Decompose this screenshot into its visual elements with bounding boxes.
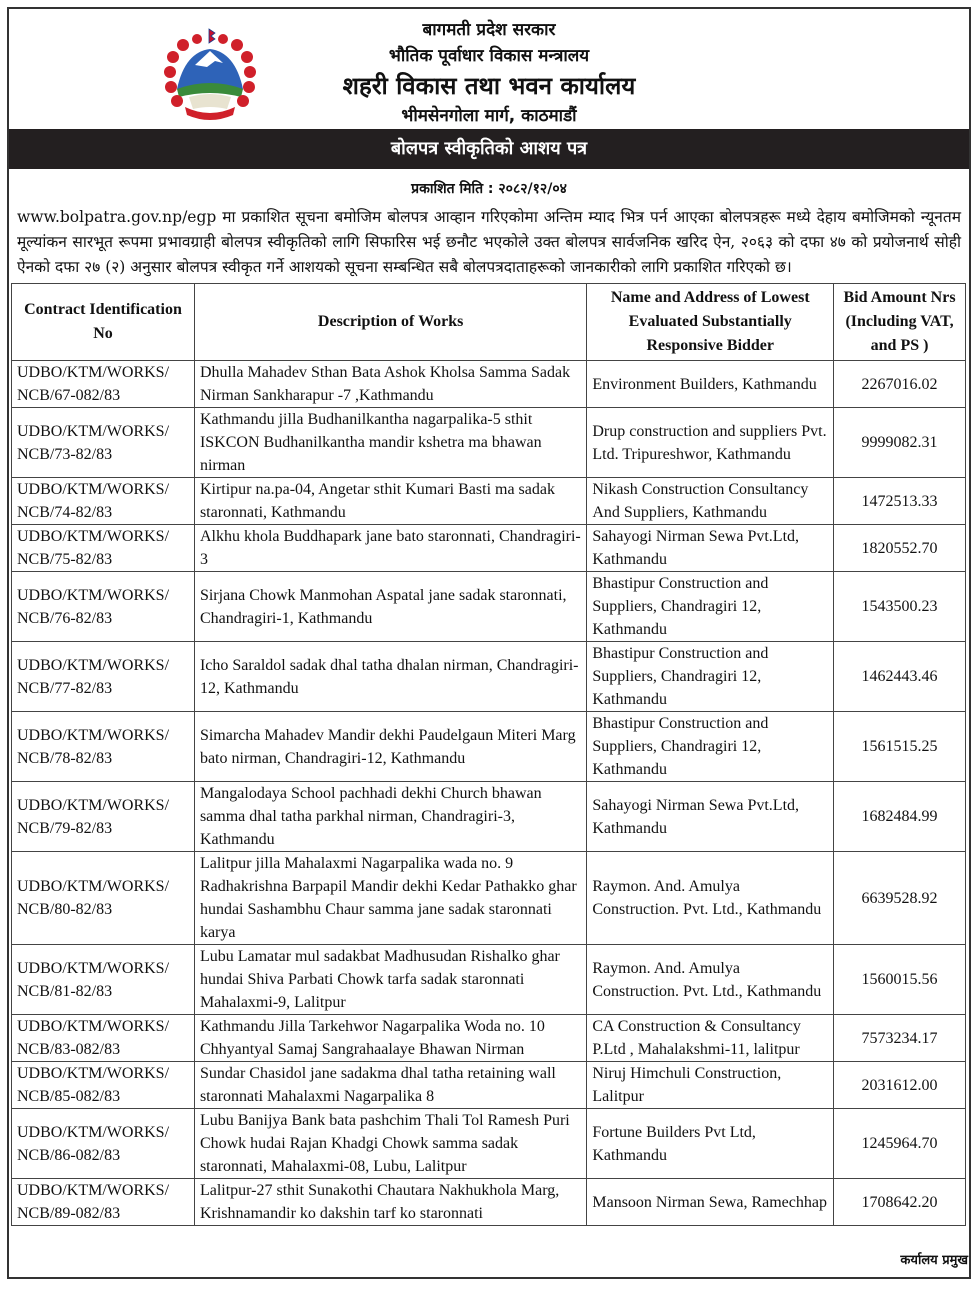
bid-amount-cell: 7573234.17 <box>834 1015 966 1062</box>
bid-amount-cell: 6639528.92 <box>834 852 966 945</box>
office-address: भीमसेनगोला मार्ग, काठमाडौं <box>401 106 577 126</box>
description-cell: Kathmandu Jilla Tarkehwor Nagarpalika Woda no. 10 Chhyantyal Samaj Sangrahaalaye Bhawan Nirman <box>194 1015 586 1062</box>
col-header-bidder: Name and Address of Lowest Evaluated Substantially Responsive Bidder <box>587 284 834 361</box>
bidder-cell: Niruj Himchuli Construction, Lalitpur <box>587 1062 834 1109</box>
bid-amount-cell: 1245964.70 <box>834 1109 966 1179</box>
bidder-cell: Bhastipur Construction and Suppliers, Chandragiri 12, Kathmandu <box>587 572 834 642</box>
bidder-cell: Drup construction and suppliers Pvt. Ltd. Tripureshwor, Kathmandu <box>587 408 834 478</box>
bidder-cell: Raymon. And. Amulya Construction. Pvt. Ltd., Kathmandu <box>587 945 834 1015</box>
notice-title-banner: बोलपत्र स्वीकृतिको आशय पत्र <box>9 129 969 169</box>
bidder-cell: Sahayogi Nirman Sewa Pvt.Ltd, Kathmandu <box>587 782 834 852</box>
bid-amount-cell: 1560015.56 <box>834 945 966 1015</box>
table-row <box>12 712 966 782</box>
table-row <box>12 572 966 642</box>
description-cell: Simarcha Mahadev Mandir dekhi Paudelgaun Miteri Marg bato nirman, Chandragiri-12, Kathmandu <box>194 712 586 782</box>
office-chief-signature: कर्यालय प्रमुख <box>900 1253 968 1268</box>
table-row <box>12 478 966 525</box>
table-row <box>12 1179 966 1226</box>
bid-amount-cell: 2031612.00 <box>834 1062 966 1109</box>
table-row <box>12 642 966 712</box>
contract-id-cell: UDBO/KTM/WORKS/ NCB/89-082/83 <box>12 1179 195 1226</box>
published-date <box>9 179 969 198</box>
bid-amount-cell: 1561515.25 <box>834 712 966 782</box>
province-government: बागमती प्रदेश सरकार <box>422 20 556 40</box>
description-cell: Kirtipur na.pa-04, Angetar sthit Kumari Basti ma sadak staronnati, Kathmandu <box>194 478 586 525</box>
bidder-cell: Nikash Construction Consultancy And Suppliers, Kathmandu <box>587 478 834 525</box>
table-row <box>12 945 966 1015</box>
contract-id-cell: UDBO/KTM/WORKS/ NCB/73-82/83 <box>12 408 195 478</box>
contract-id-cell: UDBO/KTM/WORKS/ NCB/67-082/83 <box>12 361 195 408</box>
bid-amount-cell: 2267016.02 <box>834 361 966 408</box>
bid-amount-cell: 1708642.20 <box>834 1179 966 1226</box>
bidder-cell: Sahayogi Nirman Sewa Pvt.Ltd, Kathmandu <box>587 525 834 572</box>
description-cell: Kathmandu jilla Budhanilkantha nagarpalika-5 sthit ISKCON Budhanilkantha mandir kshetra ma bhawan nirman <box>194 408 586 478</box>
contract-id-cell: UDBO/KTM/WORKS/ NCB/78-82/83 <box>12 712 195 782</box>
description-cell: Alkhu khola Buddhapark jane bato staronnati, Chandragiri-3 <box>194 525 586 572</box>
table-row <box>12 1062 966 1109</box>
contract-id-cell: UDBO/KTM/WORKS/ NCB/76-82/83 <box>12 572 195 642</box>
bid-amount-cell: 9999082.31 <box>834 408 966 478</box>
bid-amount-cell: 1682484.99 <box>834 782 966 852</box>
col-header-description: Description of Works <box>194 284 586 361</box>
contract-id-cell: UDBO/KTM/WORKS/ NCB/80-82/83 <box>12 852 195 945</box>
contract-id-cell: UDBO/KTM/WORKS/ NCB/74-82/83 <box>12 478 195 525</box>
description-cell: Lalitpur jilla Mahalaxmi Nagarpalika wada no. 9 Radhakrishna Barpapil Mandir dekhi Kedar Pathakko ghar hundai Sashambhu Chaur samma jane sadak staronnati karya <box>194 852 586 945</box>
description-cell: Mangalodaya School pachhadi dekhi Church bhawan samma dhal tatha parkhal nirman, Chandragiri-3, Kathmandu <box>194 782 586 852</box>
description-cell: Lalitpur-27 sthit Sunakothi Chautara Nakhukhola Marg, Krishnamandir ko dakshin tarf ko staronnati <box>194 1179 586 1226</box>
table-row <box>12 852 966 945</box>
bid-amount-cell: 1462443.46 <box>834 642 966 712</box>
description-cell: Sundar Chasidol jane sadakma dhal tatha retaining wall staronnati Mahalaxmi Nagarpalika 8 <box>194 1062 586 1109</box>
contract-id-cell: UDBO/KTM/WORKS/ NCB/85-082/83 <box>12 1062 195 1109</box>
bidder-cell: Bhastipur Construction and Suppliers, Chandragiri 12, Kathmandu <box>587 712 834 782</box>
contract-id-cell: UDBO/KTM/WORKS/ NCB/81-82/83 <box>12 945 195 1015</box>
table-header-row <box>12 284 966 361</box>
description-cell: Lubu Lamatar mul sadakbat Madhusudan Rishalko ghar hundai Shiva Parbati Chowk tarfa sadak staronnati Mahalaxmi-9, Lalitpur <box>194 945 586 1015</box>
ministry-name: भौतिक पूर्वाधार विकास मन्त्रालय <box>388 46 590 66</box>
bidder-cell: CA Construction & Consultancy P.Ltd , Mahalakshmi-11, lalitpur <box>587 1015 834 1062</box>
contract-id-cell: UDBO/KTM/WORKS/ NCB/83-082/83 <box>12 1015 195 1062</box>
office-name: शहरी विकास तथा भवन कार्यालय <box>342 72 636 100</box>
contract-id-cell: UDBO/KTM/WORKS/ NCB/86-082/83 <box>12 1109 195 1179</box>
contract-id-cell: UDBO/KTM/WORKS/ NCB/79-82/83 <box>12 782 195 852</box>
bidder-cell: Fortune Builders Pvt Ltd, Kathmandu <box>587 1109 834 1179</box>
bid-amount-cell: 1543500.23 <box>834 572 966 642</box>
description-cell: Icho Saraldol sadak dhal tatha dhalan nirman, Chandragiri-12, Kathmandu <box>194 642 586 712</box>
table-row <box>12 408 966 478</box>
bid-table <box>11 283 966 1226</box>
table-row <box>12 1109 966 1179</box>
bidder-cell: Raymon. And. Amulya Construction. Pvt. Ltd., Kathmandu <box>587 852 834 945</box>
table-row <box>12 361 966 408</box>
bidder-cell: Mansoon Nirman Sewa, Ramechhap <box>587 1179 834 1226</box>
description-cell: Sirjana Chowk Manmohan Aspatal jane sadak staronnati, Chandragiri-1, Kathmandu <box>194 572 586 642</box>
col-header-contract-id: Contract Identification No <box>12 284 195 361</box>
description-cell: Lubu Banijya Bank bata pashchim Thali Tol Ramesh Puri Chowk hudai Rajan Khadgi Chowk samma sadak staronnati, Mahalaxmi-08, Lubu, Lalitpur <box>194 1109 586 1179</box>
bid-amount-cell: 1472513.33 <box>834 478 966 525</box>
published-date-label: प्रकाशित मिति : <box>411 181 494 197</box>
contract-id-cell: UDBO/KTM/WORKS/ NCB/75-82/83 <box>12 525 195 572</box>
table-row <box>12 525 966 572</box>
description-cell: Dhulla Mahadev Sthan Bata Ashok Kholsa Samma Sadak Nirman Sankharapur -7 ,Kathmandu <box>194 361 586 408</box>
col-header-amount: Bid Amount Nrs (Including VAT, and PS ) <box>834 284 966 361</box>
bidder-cell: Bhastipur Construction and Suppliers, Chandragiri 12, Kathmandu <box>587 642 834 712</box>
bid-amount-cell: 1820552.70 <box>834 525 966 572</box>
table-row <box>12 782 966 852</box>
table-row <box>12 1015 966 1062</box>
office-header <box>9 9 969 129</box>
contract-id-cell: UDBO/KTM/WORKS/ NCB/77-82/83 <box>12 642 195 712</box>
intro-paragraph: www.bolpatra.gov.np/egp मा प्रकाशित सूचना बमोजिम बोलपत्र आव्हान गरिएकोमा अन्तिम म्याद भित्र पर्न आएका बोलपत्रहरू मध्ये देहाय बमोजिमको न्यूनतम मूल्यांकन सारभूत रूपमा प्रभावग्राही बोलपत्र स्वीकृतिको लागि सिफारिस भई छनौट भएकोले उक्त बोलपत्र सार्वजनिक खरिद ऐन, २०६३ को दफा ४७ को प्रयोजनार्थ सोही ऐनको दफा २७ (२) अनुसार बोलपत्र स्वीकृत गर्ने आशयको सूचना सम्बन्धित सबै बोलपत्रदाताहरूको जानकारीको लागि प्रकाशित गरिएको छ। <box>17 208 961 276</box>
published-date-value: २०८२/१२/०४ <box>498 181 567 197</box>
bidder-cell: Environment Builders, Kathmandu <box>587 361 834 408</box>
